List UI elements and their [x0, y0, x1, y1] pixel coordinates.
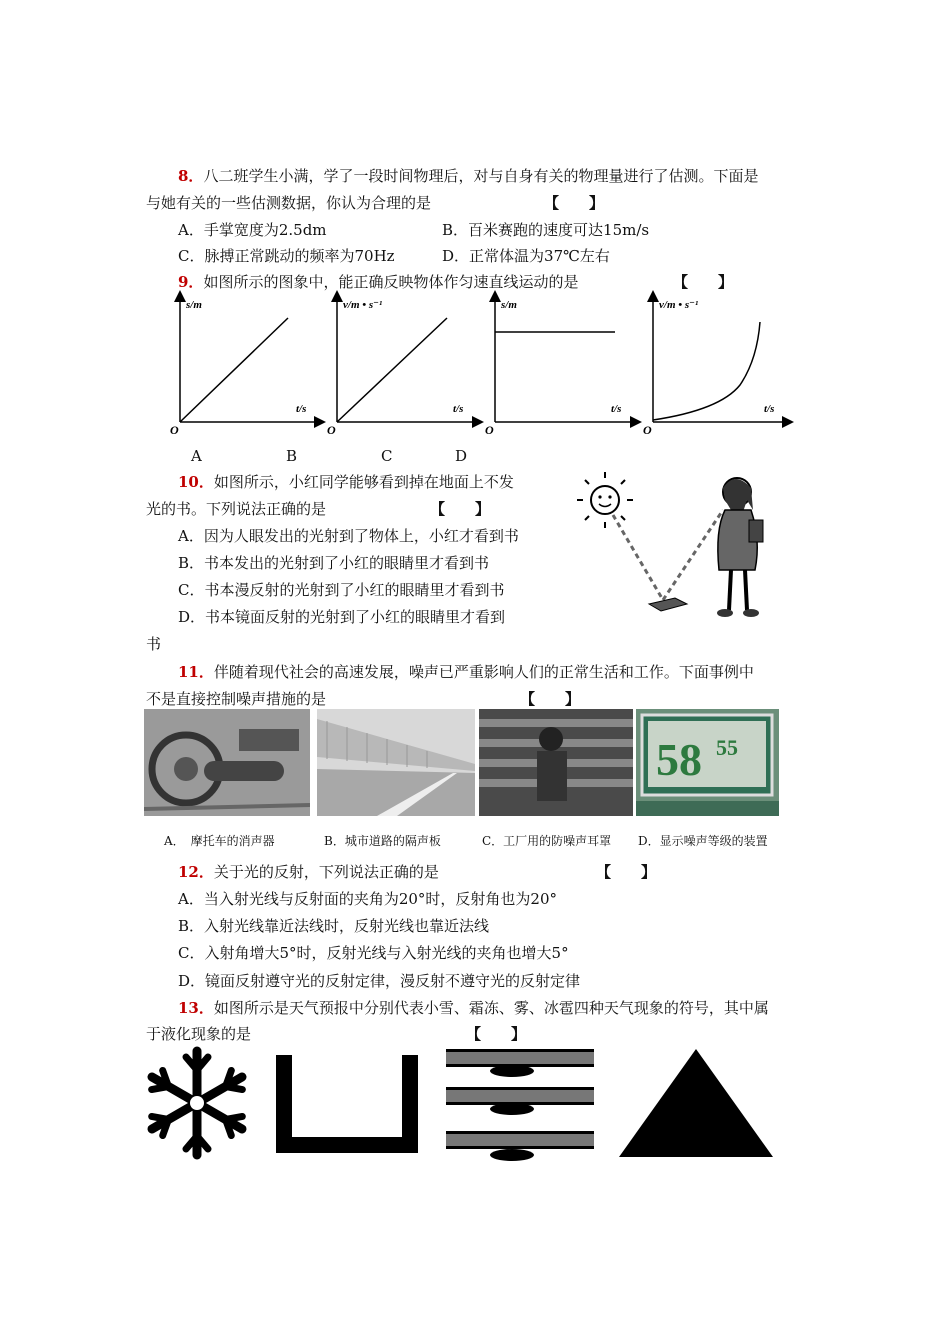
q9-answer-bracket: 【 】 [673, 273, 734, 291]
q9-graph-b-origin: O [327, 423, 336, 437]
q9-graph-c-origin: O [485, 423, 494, 437]
q8-stem-part1: 八二班学生小满，学了一段时间物理后，对与自身有关的物理量进行了估测。下面是 [203, 167, 759, 185]
q10-option-a: A．因为人眼发出的光射到了物体上，小红才看到书 [178, 527, 519, 545]
q9-graph-d-ylabel: v/m • s⁻¹ [659, 299, 699, 311]
q9-graph-a-ylabel: s/m [186, 299, 202, 311]
q12-option-b: B．入射光线靠近法线时，反射光线也靠近法线 [178, 917, 490, 935]
q13-stem-part2: 于液化现象的是 [146, 1025, 252, 1043]
q13-answer-bracket: 【 】 [466, 1025, 527, 1043]
q9-label-a: A [191, 447, 202, 465]
q9-graph-b [327, 296, 478, 437]
q11-stem-part2: 不是直接控制噪声措施的是 [146, 690, 327, 708]
q8-option-c: C．脉搏正常跳动的频率为70Hz [178, 247, 395, 265]
hail-icon [619, 1049, 773, 1157]
q10-answer-bracket: 【 】 [430, 500, 491, 518]
q9-graph-d [643, 296, 788, 437]
q13-line1 [178, 998, 769, 1018]
q10-stem-part1: 如图所示，小红同学能够看到掉在地面上不发 [213, 473, 514, 491]
q12-option-d: D．镜面反射遵守光的反射定律，漫反射不遵守光的反射定律 [178, 972, 581, 990]
q11-caption-c: C．工厂用的防噪声耳罩 [482, 834, 612, 848]
q12-answer-bracket: 【 】 [596, 863, 657, 881]
q9-label-b: B [286, 447, 298, 465]
q11-answer-bracket: 【 】 [520, 690, 581, 708]
q8-answer-bracket: 【 】 [544, 194, 605, 212]
q9-graph-d-origin: O [643, 423, 652, 437]
q8-option-b: B．百米赛跑的速度可达15m/s [442, 221, 650, 239]
q9-graph-d-curve [653, 322, 760, 420]
q11-stem-part1: 伴随着现代社会的高速发展，噪声已严重影响人们的正常生活和工作。下面事例中 [213, 663, 754, 681]
q10-stem-part2: 光的书。下列说法正确的是 [146, 500, 327, 518]
q11-line1 [178, 662, 754, 682]
q9-stem-text: 如图所示的图象中，能正确反映物体作匀速直线运动的是 [203, 273, 579, 291]
q11-caption-a: A． 摩托车的消声器 [164, 834, 275, 848]
q8-line2 [146, 193, 431, 213]
q9-label-d: D [455, 447, 468, 465]
q10-number: 10． [178, 473, 214, 491]
q8-option-a: A．手掌宽度为2.5dm [178, 221, 327, 239]
factory-earmuffs-photo [479, 709, 633, 816]
q11-caption-b: B．城市道路的隔声板 [324, 834, 441, 848]
fog-icon [446, 1049, 594, 1161]
q10-line1 [178, 472, 514, 492]
q9-label-c: C [381, 447, 393, 465]
q10-option-c: C．书本漫反射的光射到了小红的眼睛里才看到书 [178, 581, 505, 599]
q9-graphs [160, 290, 800, 440]
q9-graph-a-origin: O [170, 423, 179, 437]
q9-graph-b-xlabel: t/s [453, 403, 464, 415]
q9-number: 9． [178, 273, 204, 291]
q8-stem-part2: 与她有关的一些估测数据，你认为合理的是 [146, 194, 432, 212]
q10-illustration [575, 470, 775, 630]
q9-graph-a-line [180, 318, 288, 422]
q9-graph-c-ylabel: s/m [501, 299, 517, 311]
q8-number: 8． [178, 167, 204, 185]
sun-icon [577, 472, 633, 528]
q12-stem [178, 862, 439, 882]
q11-caption-d: D．显示噪声等级的装置 [638, 834, 768, 848]
q8-option-d: D．正常体温为37℃左右 [442, 247, 610, 265]
frost-icon [276, 1055, 418, 1153]
q9-graph-c [485, 296, 636, 437]
reflected-light-ray [663, 510, 723, 600]
q10-option-d: D．书本镜面反射的光射到了小红的眼睛里才看到 [178, 608, 506, 626]
q12-stem-text: 关于光的反射，下列说法正确的是 [213, 863, 439, 881]
q8-line1 [178, 166, 758, 186]
q13-number: 13． [178, 999, 214, 1017]
q9-graph-b-ylabel: v/m • s⁻¹ [343, 299, 383, 311]
q12-number: 12． [178, 863, 214, 881]
q9-graph-a-xlabel: t/s [296, 403, 307, 415]
q9-graph-a [170, 296, 320, 437]
q13-stem-part1: 如图所示是天气预报中分别代表小雪、霜冻、雾、冰雹四种天气现象的符号，其中属 [213, 999, 769, 1017]
incident-light-ray [613, 515, 663, 600]
q9-graph-b-line [337, 318, 447, 422]
girl-figure [717, 478, 763, 617]
q11-number: 11． [178, 663, 214, 681]
snowflake-icon [152, 1051, 243, 1155]
q9-stem [178, 272, 578, 292]
road-sound-barrier-photo [317, 709, 475, 816]
q12-option-c: C．入射角增大5°时，反射光线与入射光线的夹角也增大5° [178, 944, 569, 962]
book-icon [649, 598, 687, 611]
noise-level-display-photo [636, 709, 779, 816]
q9-graph-c-xlabel: t/s [611, 403, 622, 415]
motorcycle-muffler-photo [144, 709, 310, 816]
q10-option-b: B．书本发出的光射到了小红的眼睛里才看到书 [178, 554, 490, 572]
q9-graph-d-xlabel: t/s [764, 403, 775, 415]
noise-display-small: 55 [716, 735, 738, 760]
q13-weather-symbols [140, 1045, 790, 1170]
q10-option-d-cont: 书 [146, 635, 162, 653]
noise-display-reading: 58 [656, 734, 702, 785]
q12-option-a: A．当入射光线与反射面的夹角为20°时，反射角也为20° [178, 890, 558, 908]
